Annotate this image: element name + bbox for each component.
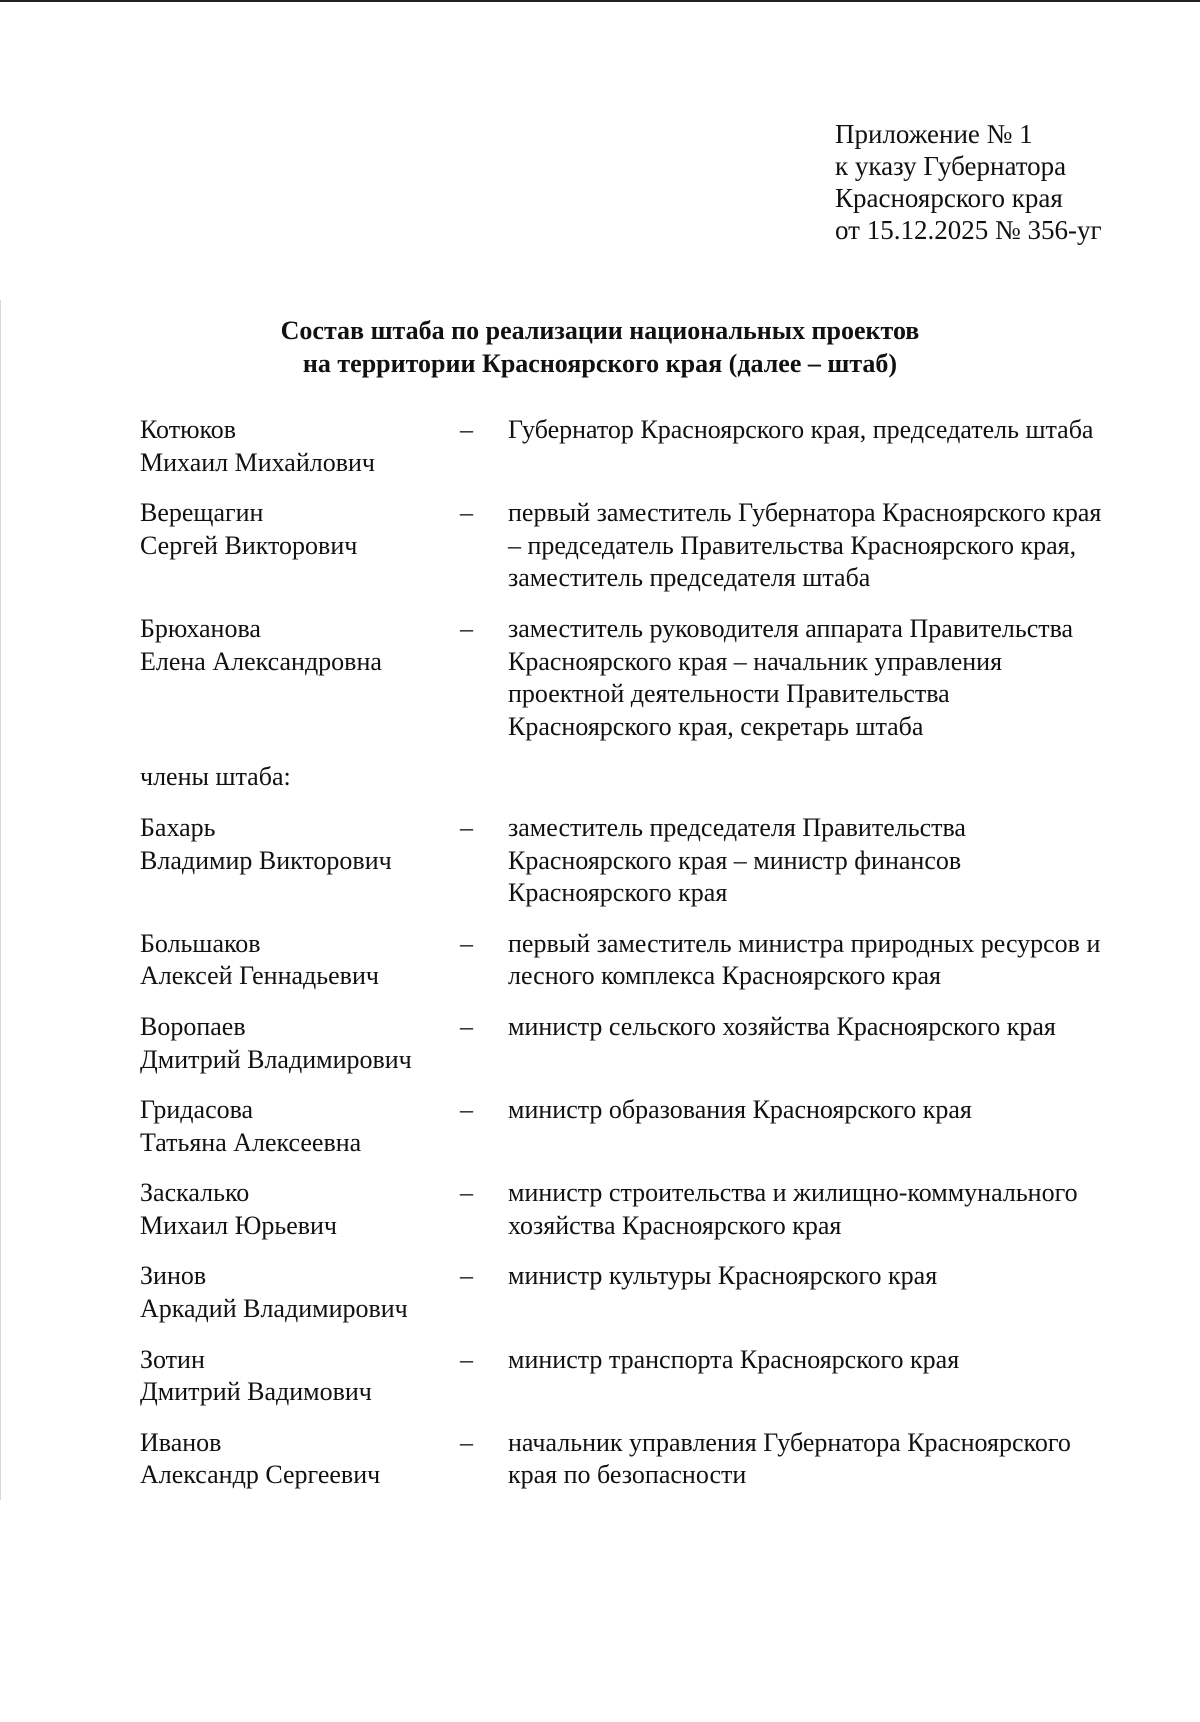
member-dash: – xyxy=(460,928,473,958)
member-given-names: Аркадий Владимирович xyxy=(140,1294,408,1324)
member-row xyxy=(140,497,1110,595)
member-role: министр образования Красноярского края xyxy=(508,1095,972,1125)
member-row xyxy=(140,1094,1110,1159)
approval-line-4: от 15.12.2025 № 356-уг xyxy=(835,215,1102,245)
approval-line-3: Красноярского края xyxy=(835,183,1063,213)
member-given-names: Дмитрий Владимирович xyxy=(140,1044,412,1074)
member-given-names: Алексей Геннадьевич xyxy=(140,961,379,991)
member-dash: – xyxy=(460,1344,473,1374)
member-given-names: Татьяна Алексеевна xyxy=(140,1127,362,1157)
member-surname: Зинов xyxy=(140,1261,207,1291)
member-row xyxy=(140,1177,1110,1242)
member-given-names: Михаил Михайлович xyxy=(140,447,376,477)
member-surname: Верещагин xyxy=(140,498,264,528)
member-given-names: Дмитрий Вадимович xyxy=(140,1377,372,1407)
member-given-names: Михаил Юрьевич xyxy=(140,1210,338,1240)
approval-block xyxy=(835,118,1102,246)
title-line-1: Состав штаба по реализации национальных проектов xyxy=(280,316,920,345)
member-dash: – xyxy=(460,498,473,528)
member-dash: – xyxy=(460,1178,473,1208)
member-surname: Воропаев xyxy=(140,1011,246,1041)
members-label: члены штаба: xyxy=(140,762,291,792)
member-row xyxy=(140,613,1110,743)
member-given-names: Александр Сергеевич xyxy=(140,1460,381,1490)
member-role: начальник управления Губернатора Красноярского края по безопасности xyxy=(508,1427,1071,1490)
member-name xyxy=(140,812,460,910)
member-row xyxy=(140,1260,1110,1325)
member-dash: – xyxy=(460,1095,473,1125)
member-surname: Заскалько xyxy=(140,1178,250,1208)
member-name xyxy=(140,928,460,993)
member-row xyxy=(140,1344,1110,1409)
member-name xyxy=(140,497,460,595)
member-row xyxy=(140,1427,1110,1492)
member-role: первый заместитель Губернатора Красноярского края – председатель Правительства Красноярского края, заместитель председателя штаба xyxy=(508,498,1102,593)
member-row xyxy=(140,928,1110,993)
member-surname: Бахарь xyxy=(140,812,216,842)
member-name xyxy=(140,613,460,743)
page-top-border xyxy=(0,0,1200,2)
member-surname: Иванов xyxy=(140,1427,222,1457)
member-surname: Котюков xyxy=(140,415,237,444)
member-dash: – xyxy=(460,1427,473,1457)
member-name xyxy=(140,1094,460,1159)
member-dash: – xyxy=(460,1011,473,1041)
member-role: заместитель председателя Правительства Красноярского края – министр финансов Красноярского края xyxy=(508,812,966,908)
member-dash: – xyxy=(460,812,473,842)
approval-line-1: Приложение № 1 xyxy=(835,119,1033,149)
member-row xyxy=(140,1011,1110,1076)
staff-list xyxy=(140,414,1110,1492)
member-role: первый заместитель министра природных ресурсов и лесного комплекса Красноярского края xyxy=(508,928,1101,991)
member-surname: Брюханова xyxy=(140,613,261,643)
member-name xyxy=(140,1260,460,1325)
member-row xyxy=(140,414,1110,479)
member-name xyxy=(140,1427,460,1492)
member-role: министр транспорта Красноярского края xyxy=(508,1344,960,1374)
member-dash: – xyxy=(460,1261,473,1291)
document-title xyxy=(0,314,1200,380)
member-row xyxy=(140,812,1110,910)
member-given-names: Владимир Викторович xyxy=(140,845,392,875)
member-name xyxy=(140,414,460,479)
member-surname: Большаков xyxy=(140,928,261,958)
member-given-names: Елена Александровна xyxy=(140,646,382,676)
member-name xyxy=(140,1344,460,1409)
page-left-edge xyxy=(0,300,1,1500)
member-dash: – xyxy=(460,613,473,643)
member-role: заместитель руководителя аппарата Правительства Красноярского края – начальник управления проектной деятельности Правительства Красноярского края, секретарь штаба xyxy=(508,613,1074,741)
member-role: Губернатор Красноярского края, председатель штаба xyxy=(508,415,1094,444)
member-role: министр культуры Красноярского края xyxy=(508,1261,938,1291)
member-role: министр сельского хозяйства Красноярского края xyxy=(508,1011,1056,1041)
member-given-names: Сергей Викторович xyxy=(140,530,358,560)
member-role: министр строительства и жилищно-коммунального хозяйства Красноярского края xyxy=(508,1178,1078,1240)
title-line-2: на территории Красноярского края (далее – штаб) xyxy=(302,349,898,378)
approval-line-2: к указу Губернатора xyxy=(835,151,1067,181)
member-name xyxy=(140,1011,460,1076)
member-dash: – xyxy=(460,415,473,444)
member-name xyxy=(140,1177,460,1242)
member-surname: Гридасова xyxy=(140,1095,254,1125)
member-surname: Зотин xyxy=(140,1344,205,1374)
